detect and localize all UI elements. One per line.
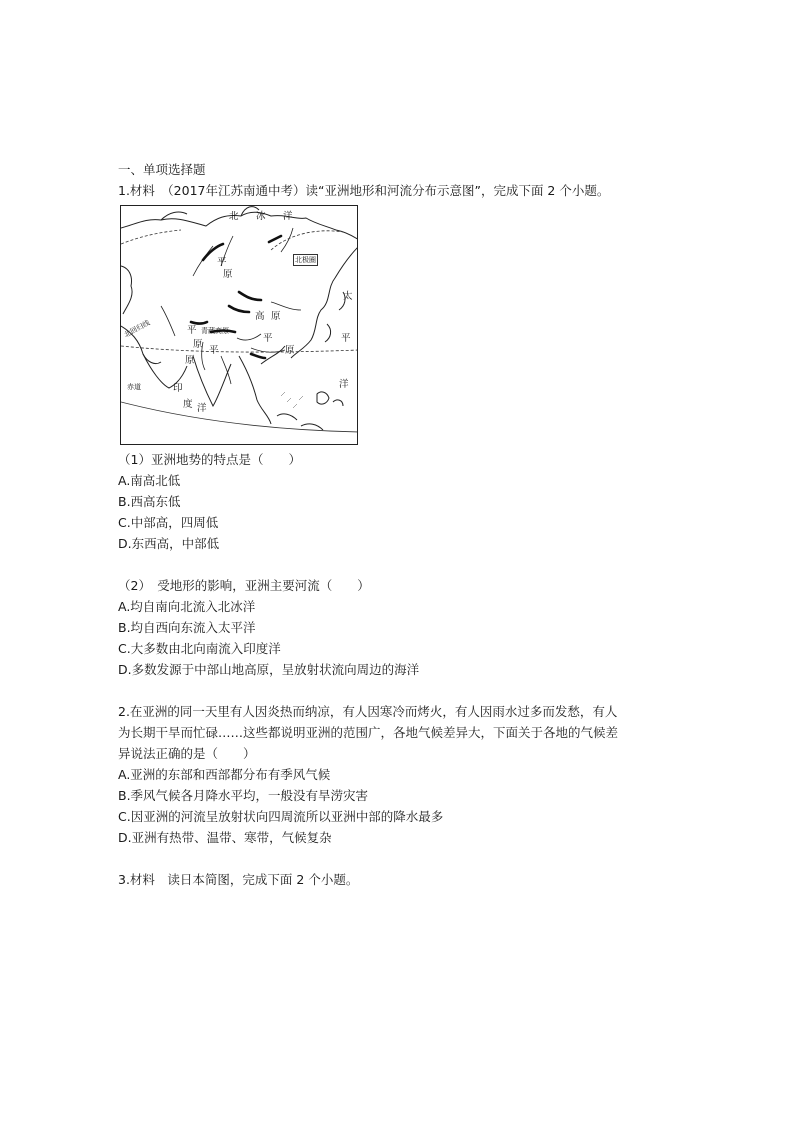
map-label-ping2: 平	[341, 333, 351, 344]
map-label-ping4: 平	[263, 333, 273, 344]
q1-sub2-option-d[interactable]: D.多数发源于中部山地高原，呈放射状流向周边的海洋	[118, 662, 420, 677]
q2-option-a[interactable]: A.亚洲的东部和西部都分布有季风气候	[118, 767, 331, 782]
map-label-yuan3: 原	[193, 339, 203, 350]
q1-sub2-option-c[interactable]: C.大多数由北向南流入印度洋	[118, 641, 281, 656]
asia-terrain-river-map	[120, 205, 358, 445]
q1-sub2-option-a[interactable]: A.均自南向北流入北冰洋	[118, 599, 256, 614]
question-2-stem-line-3: 异说法正确的是（ ）	[118, 746, 256, 761]
question-2-stem-line-1: 2.在亚洲的同一天里有人因炎热而纳凉，有人因寒冷而烤火，有人因雨水过多而发愁，有人	[118, 704, 618, 719]
map-label-qinghai-tibet: 青藏高原	[201, 327, 229, 335]
map-label-yuan5: 原	[185, 355, 195, 366]
map-label-ping3: 平	[187, 325, 197, 336]
question-1-stem: 1.材料 （2017年江苏南通中考）读“亚洲地形和河流分布示意图”，完成下面 2 个小题。	[118, 183, 610, 198]
map-label-yuan2: 原	[271, 311, 281, 322]
question-1-sub1-stem: （1）亚洲地势的特点是（ ）	[118, 452, 301, 467]
q2-option-d[interactable]: D.亚洲有热带、温带、寒带，气候复杂	[118, 830, 332, 845]
map-drawing	[121, 206, 358, 445]
q1-sub1-option-d[interactable]: D.东西高，中部低	[118, 536, 220, 551]
map-label-tai: 太	[343, 291, 353, 302]
q1-sub1-option-c[interactable]: C.中部高，四周低	[118, 515, 219, 530]
map-label-ping5: 平	[209, 345, 219, 356]
question-3-stem: 3.材料 读日本简图，完成下面 2 个小题。	[118, 872, 359, 887]
map-label-yang1: 洋	[283, 211, 293, 222]
q1-sub1-option-a[interactable]: A.南高北低	[118, 473, 181, 488]
map-label-tropic-of-cancer: 北回归线	[122, 318, 152, 340]
map-label-yang2: 洋	[339, 379, 349, 390]
map-label-bing: 冰	[256, 211, 266, 222]
q1-sub2-option-b[interactable]: B.均自西向东流入太平洋	[118, 620, 256, 635]
q1-sub1-option-b[interactable]: B.西高东低	[118, 494, 181, 509]
map-label-yuan1: 原	[223, 269, 233, 280]
map-label-yin: 印	[173, 383, 183, 394]
map-label-bei: 北	[229, 211, 239, 222]
question-2-stem-line-2: 为长期干旱而忙碌……这些都说明亚洲的范围广，各地气候差异大，下面关于各地的气候差	[118, 725, 619, 740]
map-label-gao: 高	[255, 311, 265, 322]
q2-option-b[interactable]: B.季风气候各月降水平均，一般没有旱涝灾害	[118, 788, 369, 803]
q2-option-c[interactable]: C.因亚洲的河流呈放射状向四周流所以亚洲中部的降水最多	[118, 809, 444, 824]
map-label-equator: 赤道	[127, 383, 141, 391]
section-title: 一、单项选择题	[118, 162, 206, 177]
map-label-arctic-circle: 北极圈	[295, 256, 316, 264]
map-label-yuan4: 原	[285, 345, 295, 356]
map-label-ping1: 平	[217, 257, 227, 268]
question-1-sub2-stem: （2） 受地形的影响，亚洲主要河流（ ）	[118, 578, 370, 593]
map-label-du: 度	[183, 399, 193, 410]
map-label-yang3: 洋	[197, 403, 207, 414]
